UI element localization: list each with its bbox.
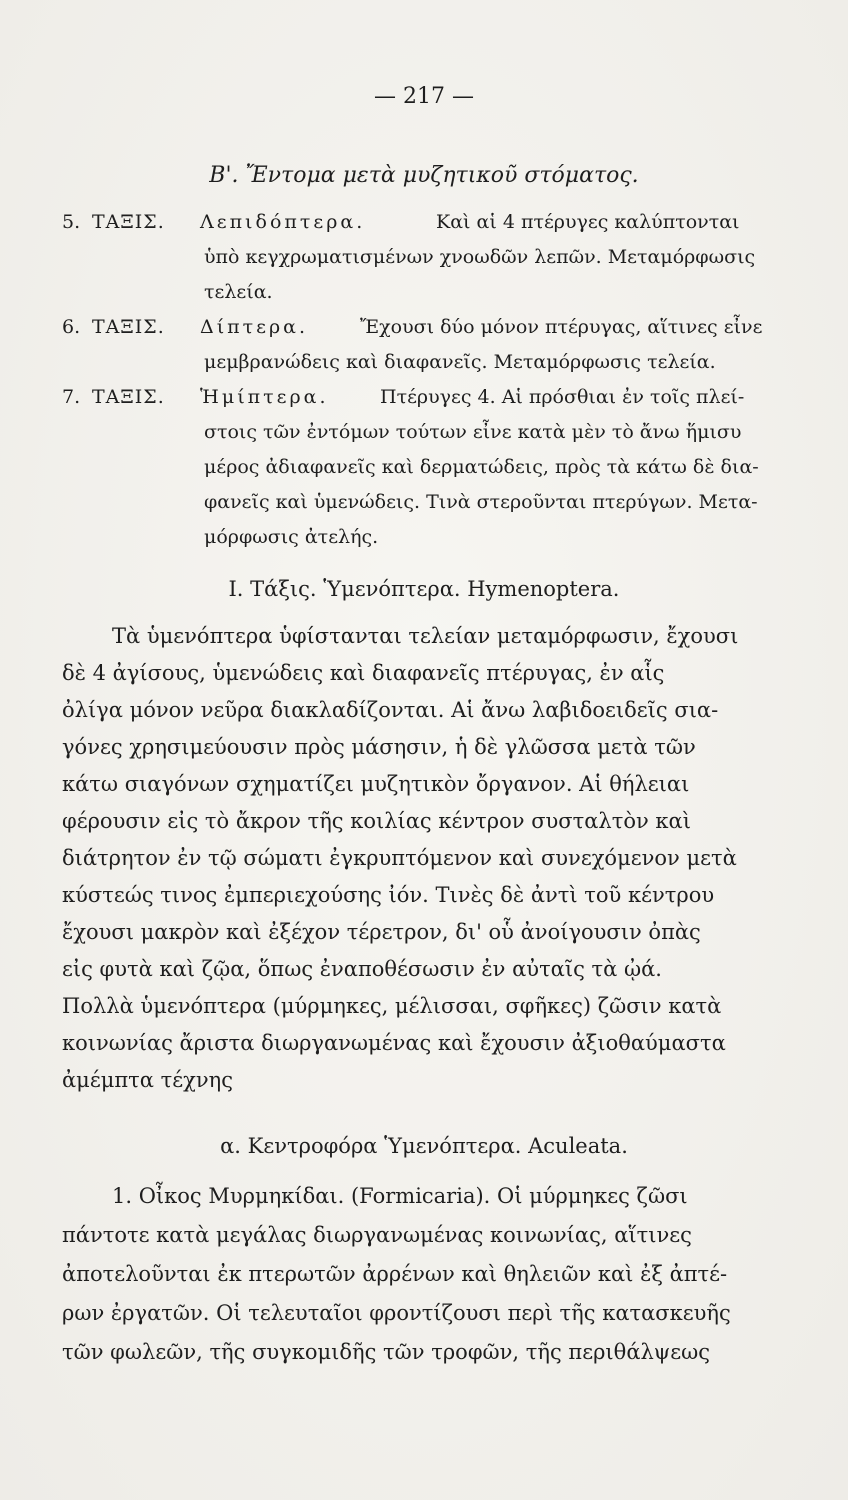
class-5-line-1: Καὶ αἱ 4 πτέρυγες καλύπτονται: [436, 211, 740, 233]
class-7-name: Ἡμίπτερα.: [200, 386, 329, 408]
class-5-name: Λεπιδόπτερα.: [200, 211, 366, 233]
paragraph-1-line: φέρουσιν εἰς τὸ ἄκρον τῆς κοιλίας κέντρον συσταλτὸν καὶ: [62, 809, 691, 833]
page-number: — 217 —: [374, 84, 474, 109]
class-6-label: ΤΑΞΙΣ.: [92, 316, 165, 338]
paragraph-1-line: ὀλίγα μόνον νεῦρα διακλαδίζονται. Αἱ ἄνω λαβιδοειδεῖς σια-: [62, 698, 719, 722]
paragraph-1-line: κύστεώς τινος ἐμπεριεχούσης ἰόν. Τινὲς δὲ ἀντὶ τοῦ κέντρου: [62, 883, 715, 907]
paragraph-1-line: ἀμέμπτα τέχνης: [62, 1068, 233, 1092]
paragraph-2-line: πάντοτε κατὰ μεγάλας διωργανωμένας κοινωνίας, αἵτινες: [62, 1223, 692, 1247]
class-6-name: Δίπτερα.: [200, 316, 309, 338]
class-5-line-3: τελεία.: [204, 281, 273, 303]
paragraph-1-line: κάτω σιαγόνων σχηματίζει μυζητικὸν ὄργανον. Αἱ θήλειαι: [62, 772, 690, 796]
paragraph-1-line: ἔχουσι μακρὸν καὶ ἐξέχον τέρετρον, δι' οὗ ἀνοίγουσιν ὀπὰς: [62, 920, 701, 944]
paragraph-2-line: ἀποτελοῦνται ἐκ πτερωτῶν ἀρρένων καὶ θηλειῶν καὶ ἐξ ἀπτέ-: [62, 1262, 728, 1286]
class-7-line-4: φανεῖς καὶ ὑμενώδεις. Τινὰ στεροῦνται πτερύγων. Μετα-: [204, 491, 758, 513]
class-6-line-1: Ἔχουσι δύο μόνον πτέρυγας, αἵτινες εἶνε: [360, 316, 763, 338]
section-title: Β'. Ἔντομα μετὰ μυζητικοῦ στόματος.: [209, 163, 639, 188]
paragraph-1-line: Τὰ ὑμενόπτερα ὑφίστανται τελείαν μεταμόρφωσιν, ἔχουσι: [112, 624, 739, 648]
paragraph-1-line: κοινωνίας ἄριστα διωργανωμένας καὶ ἔχουσιν ἀξιοθαύμαστα: [62, 1031, 726, 1055]
paragraph-2-line: ρων ἐργατῶν. Οἱ τελευταῖοι φροντίζουσι περὶ τῆς κατασκευῆς: [62, 1301, 731, 1325]
paragraph-1-line: εἰς φυτὰ καὶ ζῷα, ὅπως ἐναποθέσωσιν ἐν αὐταῖς τὰ ᾠά.: [62, 957, 662, 981]
class-7-line-2: στοις τῶν ἐντόμων τούτων εἶνε κατὰ μὲν τὸ ἄνω ἥμισυ: [204, 421, 742, 443]
paragraph-2-line: τῶν φωλεῶν, τῆς συγκομιδῆς τῶν τροφῶν, τῆς περιθάλψεως: [62, 1340, 711, 1364]
paragraph-1-line: γόνες χρησιμεύουσιν πρὸς μάσησιν, ἡ δὲ γλῶσσα μετὰ τῶν: [62, 735, 696, 759]
paragraph-1-line: διάτρητον ἐν τῷ σώματι ἐγκρυπτόμενον καὶ συνεχόμενον μετὰ: [62, 846, 737, 870]
class-5-label: ΤΑΞΙΣ.: [92, 211, 165, 233]
class-7-label: ΤΑΞΙΣ.: [92, 386, 165, 408]
paragraph-2-line: 1. Οἶκος Μυρμηκίδαι. (Formicaria). Οἱ μύρμηκες ζῶσι: [112, 1184, 688, 1208]
class-5-line-2: ὑπὸ κεγχρωματισμένων χνοωδῶν λεπῶν. Μεταμόρφωσις: [204, 246, 756, 268]
class-7-line-5: μόρφωσις ἀτελής.: [204, 526, 379, 548]
subsubsection-title: α. Κεντροφόρα Ὑμενόπτερα. Aculeata.: [220, 1134, 628, 1158]
class-6-line-2: μεμβρανώδεις καὶ διαφανεῖς. Μεταμόρφωσις τελεία.: [204, 351, 716, 373]
class-7-line-3: μέρος ἀδιαφανεῖς καὶ δερματώδεις, πρὸς τὰ κάτω δὲ δια-: [204, 456, 759, 478]
paragraph-1-line: δὲ 4 ἀγίσους, ὑμενώδεις καὶ διαφανεῖς πτέρυγας, ἐν αἷς: [62, 661, 665, 685]
subsection-title: Ι. Τάξις. Ὑμενόπτερα. Hymenoptera.: [228, 577, 620, 601]
class-6-number: 6.: [62, 316, 81, 338]
class-7-number: 7.: [62, 386, 81, 408]
class-5-number: 5.: [62, 211, 81, 233]
paragraph-1-line: Πολλὰ ὑμενόπτερα (μύρμηκες, μέλισσαι, σφῆκες) ζῶσιν κατὰ: [62, 994, 722, 1018]
class-7-line-1: Πτέρυγες 4. Αἱ πρόσθιαι ἐν τοῖς πλεί-: [380, 386, 745, 408]
